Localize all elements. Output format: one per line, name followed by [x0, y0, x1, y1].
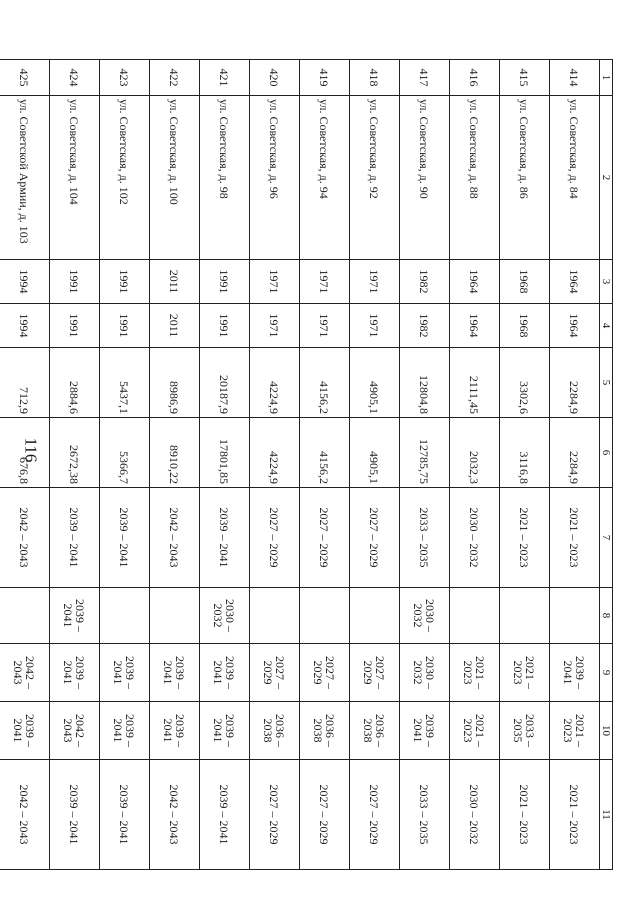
address-cell: ул. Советская, д. 94	[300, 96, 350, 260]
year-cell: 1994	[0, 304, 50, 348]
area-cell: 4224,9	[250, 418, 300, 488]
column-number: 6	[600, 418, 613, 488]
table-row	[200, 60, 250, 870]
column-number: 10	[600, 702, 613, 760]
year-built-cell: 1971	[300, 260, 350, 304]
address-cell: ул. Советской Армии, д. 103	[0, 96, 50, 260]
period-cell: 2036 – 2038	[300, 702, 350, 760]
column-number: 1	[600, 60, 613, 96]
period-cell: 2030 – 2032	[450, 488, 500, 588]
address-cell: ул. Советская, д. 104	[50, 96, 100, 260]
period-cell: 2039 – 2041	[50, 488, 100, 588]
area-cell: 2032,3	[450, 418, 500, 488]
year-cell: 1971	[300, 304, 350, 348]
period-cell: 2039 – 2041	[100, 644, 150, 702]
period-cell	[450, 588, 500, 644]
year-cell: 1971	[250, 304, 300, 348]
address-cell: ул. Советская, д. 88	[450, 96, 500, 260]
period-cell: 2027 – 2029	[350, 488, 400, 588]
address-cell: ул. Советская, д. 100	[150, 96, 200, 260]
year-built-cell: 2011	[150, 260, 200, 304]
period-cell: 2027 – 2029	[250, 488, 300, 588]
year-cell: 1964	[550, 304, 600, 348]
area-cell: 2111,45	[450, 348, 500, 418]
row-number-cell: 418	[350, 60, 400, 96]
year-built-cell: 1964	[450, 260, 500, 304]
area-cell: 676,8	[0, 418, 50, 488]
address-cell: ул. Советская, д. 96	[250, 96, 300, 260]
row-number-cell: 422	[150, 60, 200, 96]
period-cell: 2030 – 2032	[450, 760, 500, 870]
period-cell: 2027 – 2029	[300, 644, 350, 702]
address-cell: ул. Советская, д. 102	[100, 96, 150, 260]
period-cell: 2027 – 2029	[300, 760, 350, 870]
row-number-cell: 420	[250, 60, 300, 96]
period-cell: 2033 – 2035	[400, 760, 450, 870]
area-cell: 2284,9	[550, 418, 600, 488]
area-cell: 3116,8	[500, 418, 550, 488]
period-cell	[550, 588, 600, 644]
area-cell: 17801,85	[200, 418, 250, 488]
table-body	[0, 60, 613, 870]
period-cell: 2042 – 2043	[50, 702, 100, 760]
year-cell: 1971	[350, 304, 400, 348]
area-cell: 5437,1	[100, 348, 150, 418]
year-built-cell: 1982	[400, 260, 450, 304]
table-row	[150, 60, 200, 870]
period-cell: 2042 – 2043	[0, 488, 50, 588]
year-cell: 1968	[500, 304, 550, 348]
address-cell: ул. Советская, д. 90	[400, 96, 450, 260]
column-number: 5	[600, 348, 613, 418]
area-cell: 712,9	[0, 348, 50, 418]
year-cell: 1982	[400, 304, 450, 348]
year-cell: 1991	[200, 304, 250, 348]
period-cell: 2027 – 2029	[250, 760, 300, 870]
row-number-cell: 424	[50, 60, 100, 96]
table-row	[0, 60, 50, 870]
period-cell: 2039 – 2041	[0, 702, 50, 760]
period-cell: 2030 – 2032	[400, 588, 450, 644]
address-cell: ул. Советская, д. 92	[350, 96, 400, 260]
area-cell: 2672,38	[50, 418, 100, 488]
table-row	[450, 60, 500, 870]
column-number: 11	[600, 760, 613, 870]
period-cell: 2021 – 2023	[550, 488, 600, 588]
table-row	[250, 60, 300, 870]
column-number: 9	[600, 644, 613, 702]
year-cell: 1964	[450, 304, 500, 348]
building-table	[0, 59, 613, 870]
row-number-cell: 415	[500, 60, 550, 96]
period-cell: 2039 – 2041	[100, 760, 150, 870]
period-cell: 2039 – 2041	[200, 702, 250, 760]
period-cell: 2042 – 2043	[150, 488, 200, 588]
period-cell: 2036 – 2038	[250, 702, 300, 760]
period-cell: 2021 – 2023	[450, 644, 500, 702]
area-cell: 4224,9	[250, 348, 300, 418]
period-cell: 2039 – 2041	[50, 644, 100, 702]
column-number-row	[600, 60, 613, 870]
period-cell: 2042 – 2043	[0, 644, 50, 702]
period-cell: 2021 – 2023	[500, 760, 550, 870]
period-cell	[150, 588, 200, 644]
period-cell: 2039 – 2041	[50, 588, 100, 644]
period-cell: 2042 – 2043	[150, 760, 200, 870]
period-cell: 2027 – 2029	[250, 644, 300, 702]
row-number-cell: 423	[100, 60, 150, 96]
area-cell: 5366,7	[100, 418, 150, 488]
table-row	[350, 60, 400, 870]
period-cell: 2021 – 2023	[500, 644, 550, 702]
year-built-cell: 1971	[350, 260, 400, 304]
column-number: 8	[600, 588, 613, 644]
year-built-cell: 1994	[0, 260, 50, 304]
year-built-cell: 1971	[250, 260, 300, 304]
row-number-cell: 425	[0, 60, 50, 96]
address-cell: ул. Советская, д. 84	[550, 96, 600, 260]
table-row	[550, 60, 600, 870]
column-number: 3	[600, 260, 613, 304]
period-cell: 2039 – 2041	[400, 702, 450, 760]
period-cell: 2039 – 2041	[150, 644, 200, 702]
period-cell: 2039 – 2041	[200, 488, 250, 588]
period-cell: 2039 – 2041	[50, 760, 100, 870]
area-cell: 12785,75	[400, 418, 450, 488]
area-cell: 4156,2	[300, 418, 350, 488]
period-cell: 2027 – 2029	[350, 644, 400, 702]
year-built-cell: 1991	[50, 260, 100, 304]
period-cell: 2039 – 2041	[100, 702, 150, 760]
period-cell	[100, 588, 150, 644]
period-cell	[500, 588, 550, 644]
period-cell: 2021 – 2023	[500, 488, 550, 588]
period-cell: 2033 – 2035	[500, 702, 550, 760]
period-cell: 2039 – 2041	[100, 488, 150, 588]
period-cell: 2021 – 2023	[550, 702, 600, 760]
row-number-cell: 416	[450, 60, 500, 96]
year-built-cell: 1991	[100, 260, 150, 304]
period-cell: 2030 – 2032	[400, 644, 450, 702]
address-cell: ул. Советская, д. 98	[200, 96, 250, 260]
area-cell: 8910,22	[150, 418, 200, 488]
area-cell: 12804,8	[400, 348, 450, 418]
area-cell: 2284,9	[550, 348, 600, 418]
area-cell: 4156,2	[300, 348, 350, 418]
period-cell	[300, 588, 350, 644]
row-number-cell: 421	[200, 60, 250, 96]
table-row	[400, 60, 450, 870]
area-cell: 20187,9	[200, 348, 250, 418]
table-row	[50, 60, 100, 870]
period-cell	[250, 588, 300, 644]
period-cell: 2036 – 2038	[350, 702, 400, 760]
table-container	[11, 59, 613, 869]
row-number-cell: 417	[400, 60, 450, 96]
row-number-cell: 414	[550, 60, 600, 96]
table-row	[100, 60, 150, 870]
period-cell: 2030 – 2032	[200, 588, 250, 644]
period-cell: 2033 – 2035	[400, 488, 450, 588]
area-cell: 4905,1	[350, 348, 400, 418]
area-cell: 4905,1	[350, 418, 400, 488]
period-cell	[350, 588, 400, 644]
period-cell: 2039 – 2041	[150, 702, 200, 760]
year-built-cell: 1964	[550, 260, 600, 304]
area-cell: 2884,6	[50, 348, 100, 418]
address-cell: ул. Советская, д. 86	[500, 96, 550, 260]
period-cell: 2042 – 2043	[0, 760, 50, 870]
row-number-cell: 419	[300, 60, 350, 96]
period-cell: 2027 – 2029	[350, 760, 400, 870]
year-cell: 1991	[100, 304, 150, 348]
year-built-cell: 1968	[500, 260, 550, 304]
page-number: 116	[21, 437, 41, 463]
period-cell: 2039 – 2041	[200, 760, 250, 870]
period-cell	[0, 588, 50, 644]
period-cell: 2021 – 2023	[450, 702, 500, 760]
period-cell: 2039 – 2041	[550, 644, 600, 702]
column-number: 2	[600, 96, 613, 260]
period-cell: 2021 – 2023	[550, 760, 600, 870]
area-cell: 8986,9	[150, 348, 200, 418]
table-row	[300, 60, 350, 870]
column-number: 7	[600, 488, 613, 588]
year-built-cell: 1991	[200, 260, 250, 304]
year-cell: 1991	[50, 304, 100, 348]
period-cell: 2039 – 2041	[200, 644, 250, 702]
period-cell: 2027 – 2029	[300, 488, 350, 588]
column-number: 4	[600, 304, 613, 348]
table-row	[500, 60, 550, 870]
area-cell: 3302,6	[500, 348, 550, 418]
year-cell: 2011	[150, 304, 200, 348]
